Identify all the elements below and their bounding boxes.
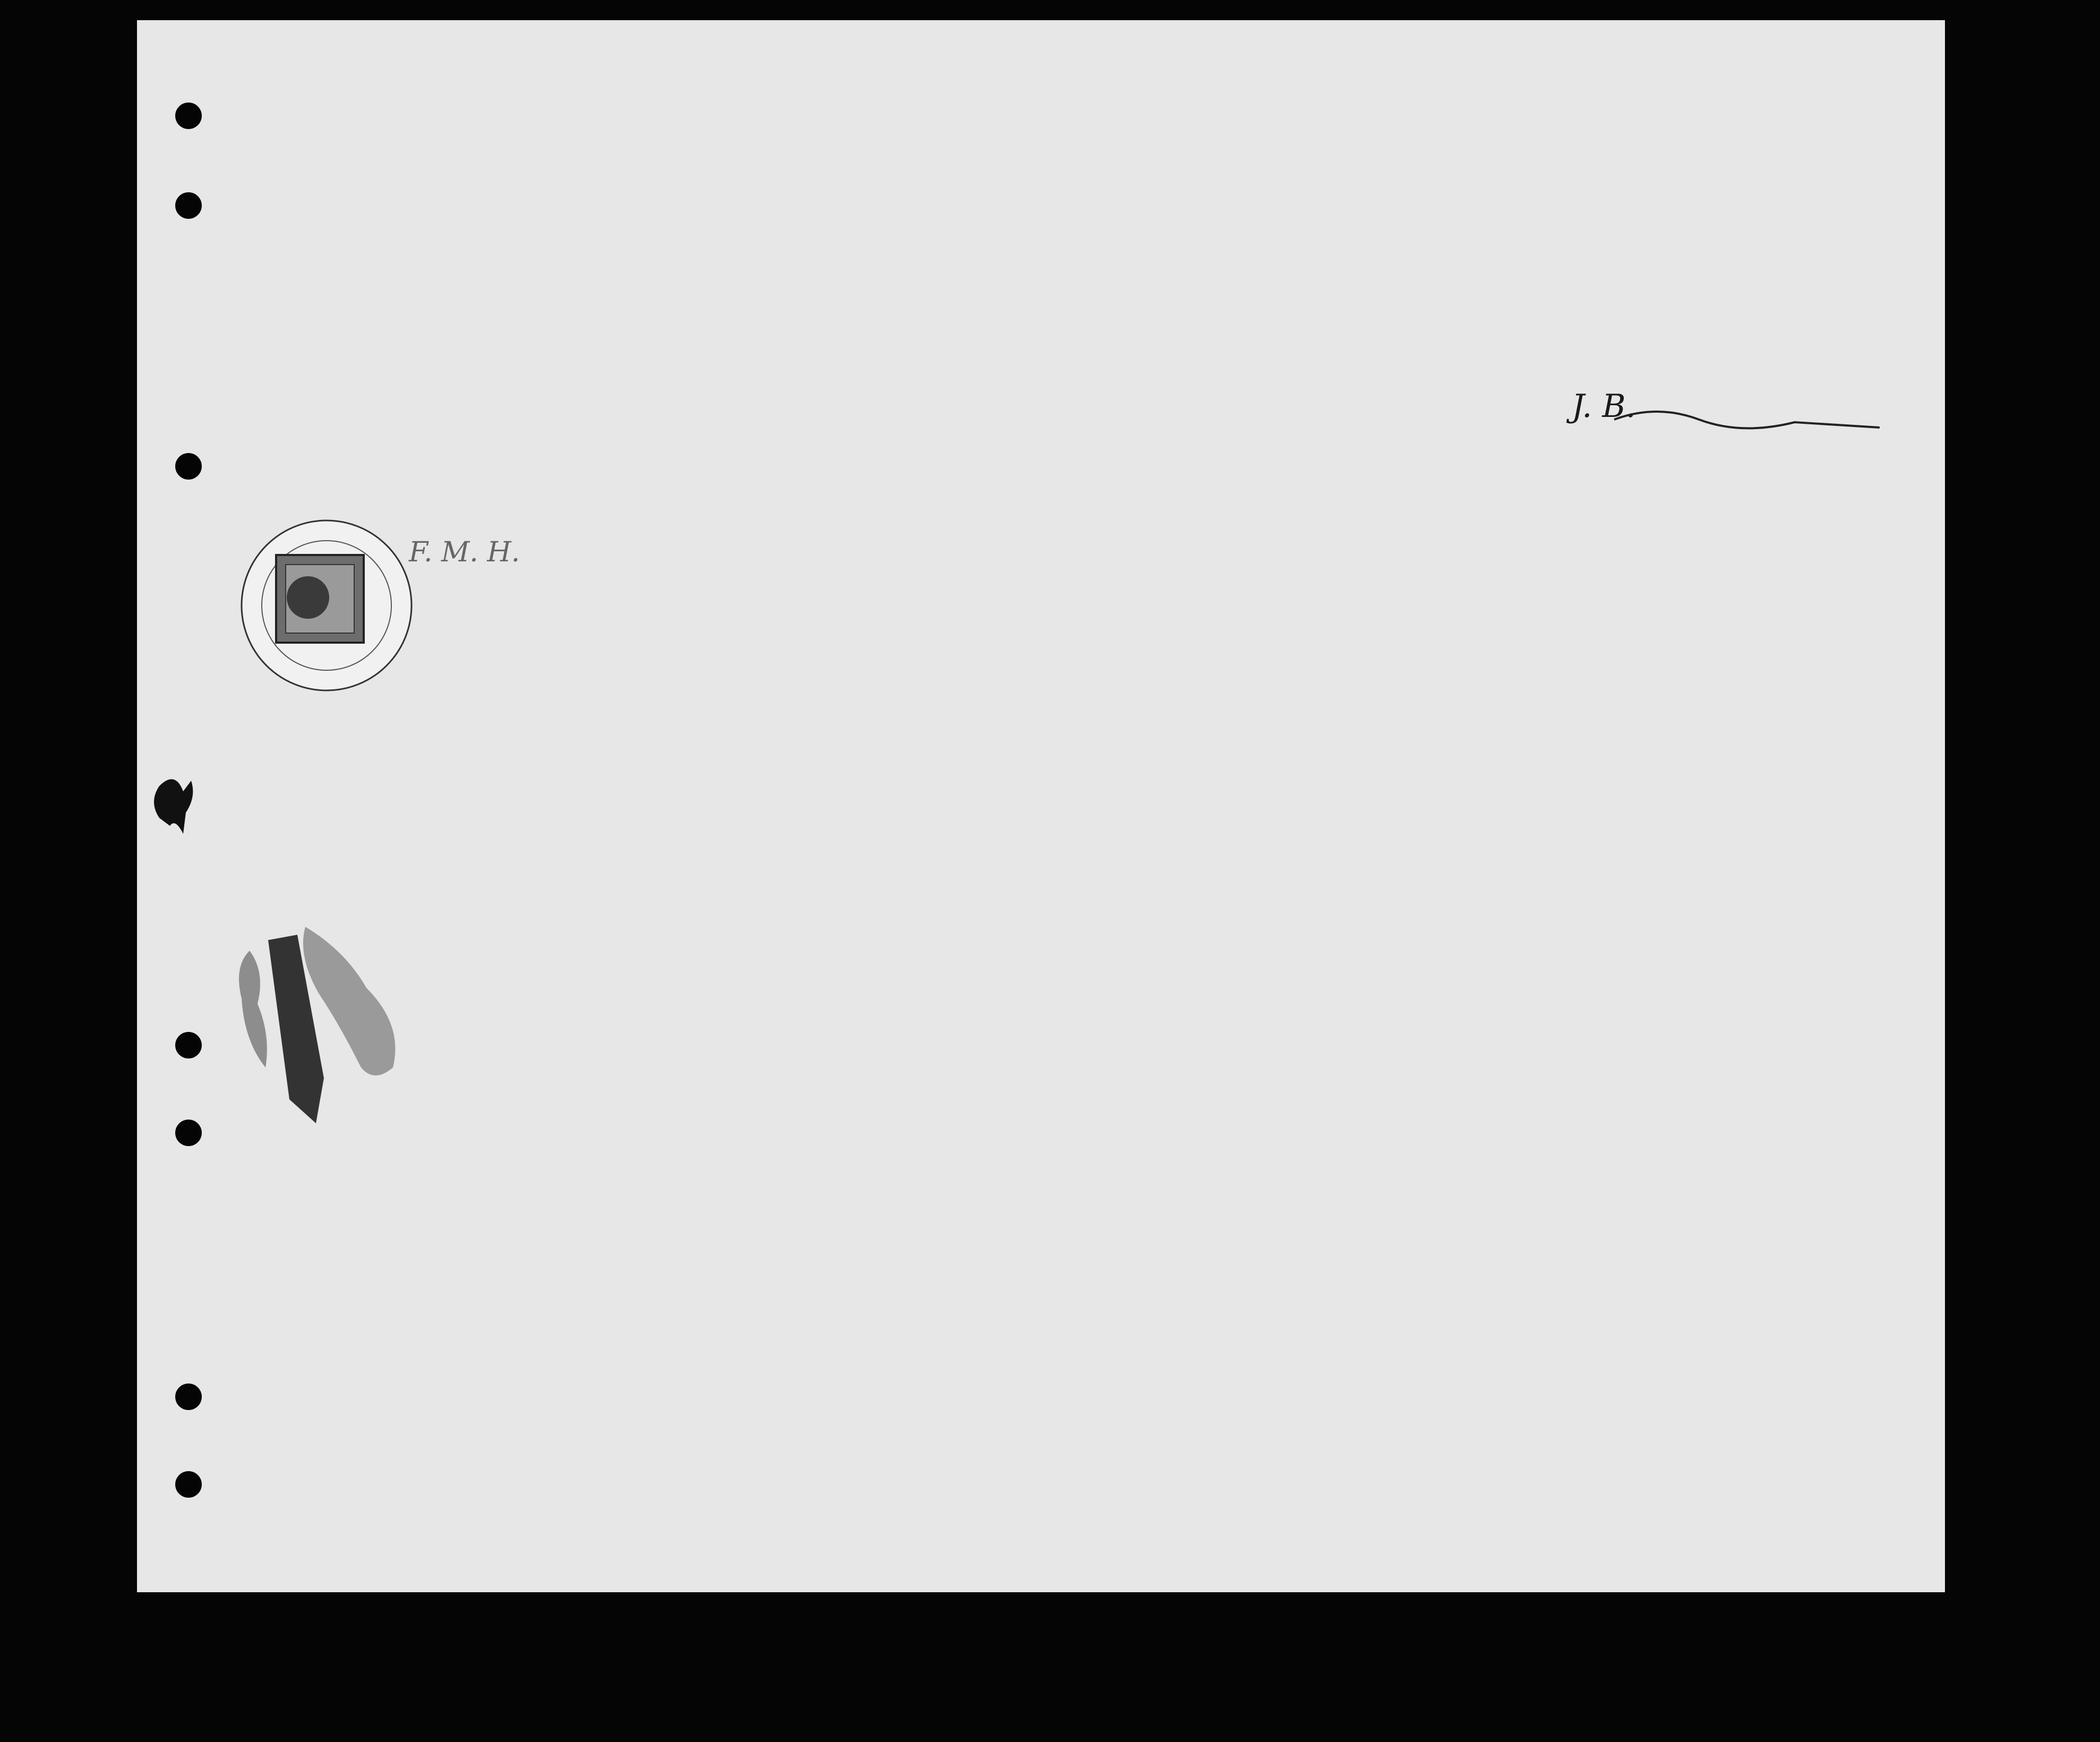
master-signature: J. B. — [1572, 388, 1636, 425]
consul-signature: F. M. H. — [409, 536, 520, 568]
